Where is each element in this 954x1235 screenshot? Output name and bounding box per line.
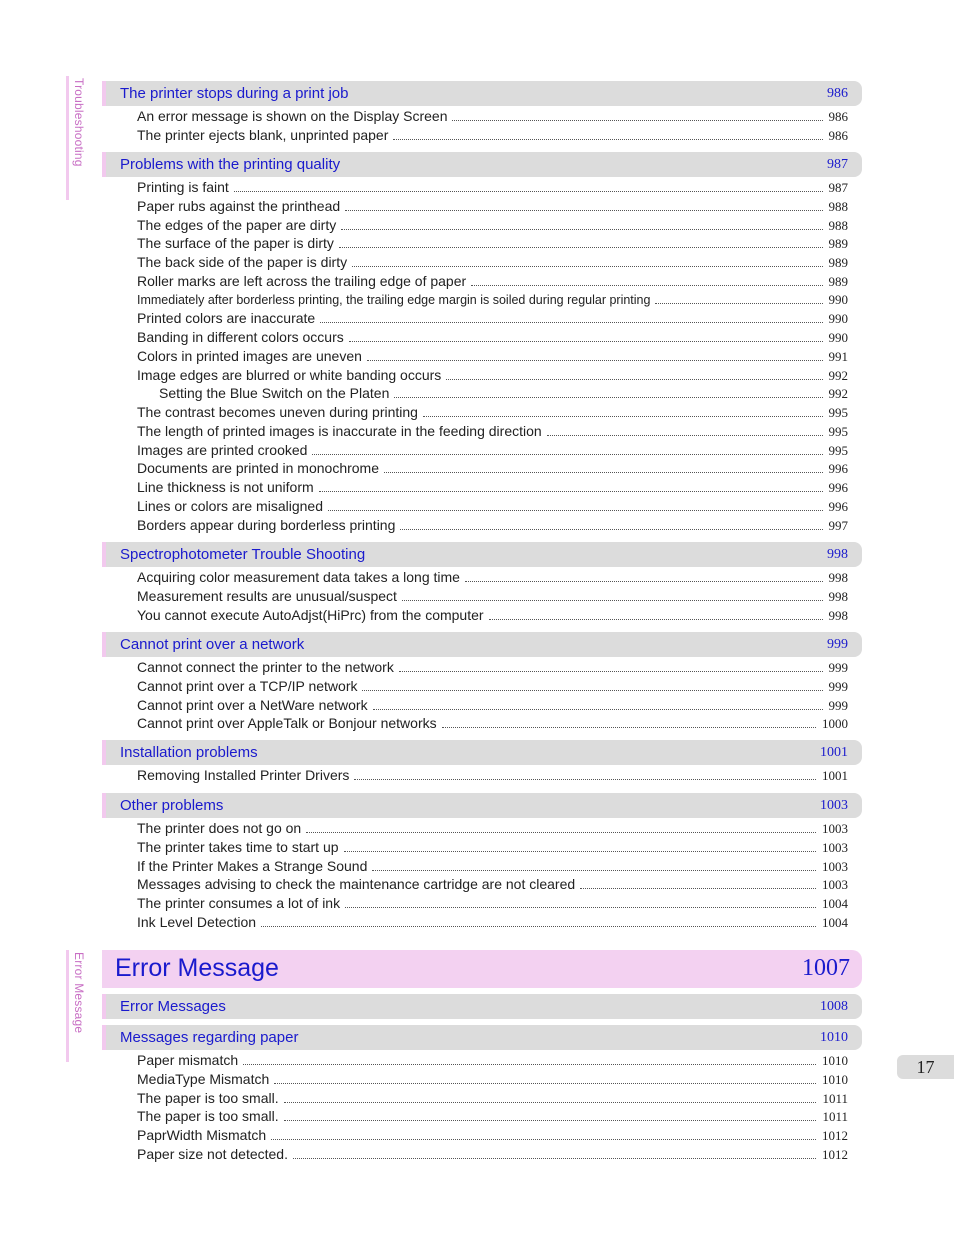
toc-entry-label[interactable]: The length of printed images is inaccurate in the feeding direction: [137, 422, 542, 439]
dot-leader: [367, 357, 823, 361]
toc-entry-label[interactable]: Cannot print over a NetWare network: [137, 696, 368, 713]
toc-entry[interactable]: [137, 715, 848, 734]
toc-entry-label[interactable]: An error message is shown on the Display Screen: [137, 108, 448, 124]
toc-entry-page: 1012: [822, 1128, 848, 1143]
toc-entry[interactable]: [137, 1146, 848, 1165]
toc-entry-page: 998: [828, 588, 848, 604]
dot-leader: [243, 1061, 816, 1065]
section-heading[interactable]: [102, 793, 862, 818]
section-page-number: 1003: [820, 798, 848, 813]
toc-entry[interactable]: [137, 1052, 848, 1071]
toc-entry[interactable]: [137, 273, 848, 292]
toc-entry-label[interactable]: Paper rubs against the printhead: [137, 197, 341, 214]
toc-entry[interactable]: [159, 385, 848, 404]
toc-entry-page: 1000: [822, 716, 848, 732]
toc-entry-label[interactable]: Printed colors are inaccurate: [137, 310, 316, 327]
section-title[interactable]: Cannot print over a network: [120, 636, 305, 653]
dot-leader: [402, 597, 823, 601]
toc-entry[interactable]: [137, 217, 848, 236]
chapter-page-number: 1007: [802, 955, 850, 981]
toc-entry-page: 989: [828, 255, 848, 270]
toc-entry[interactable]: [137, 479, 848, 498]
dot-leader: [442, 724, 816, 728]
dot-leader: [655, 300, 822, 304]
toc-entry-label[interactable]: The printer does not go on: [137, 820, 302, 836]
dot-leader: [580, 885, 816, 889]
toc-entry-label[interactable]: The paper is too small.: [137, 1108, 279, 1125]
section-title[interactable]: Problems with the printing quality: [120, 156, 341, 173]
toc-entry[interactable]: [137, 423, 848, 442]
section-page-number: 987: [827, 157, 848, 172]
section-heading[interactable]: [102, 152, 862, 177]
dot-leader: [352, 263, 822, 267]
toc-entry[interactable]: [137, 607, 848, 626]
toc-entry-page: 989: [828, 236, 848, 252]
toc-entry[interactable]: [137, 254, 848, 273]
toc-entry[interactable]: [137, 1071, 848, 1090]
toc-entry-label[interactable]: Measurement results are unusual/suspect: [137, 587, 397, 604]
page-number: 17: [897, 1055, 954, 1079]
dot-leader: [452, 117, 822, 121]
toc-entry-label[interactable]: If the Printer Makes a Strange Sound: [137, 857, 368, 874]
dot-leader: [489, 616, 823, 620]
toc-entry-page: 1003: [822, 877, 848, 893]
toc-entry-page: 987: [828, 180, 848, 195]
section-heading[interactable]: [102, 542, 862, 567]
toc-entry-page: 992: [828, 386, 848, 402]
section-page-number: 1008: [820, 999, 848, 1014]
toc-entry-page: 996: [828, 480, 848, 495]
dot-leader: [293, 1155, 816, 1159]
toc-entry[interactable]: [137, 914, 848, 933]
toc-entry[interactable]: [137, 517, 848, 536]
toc-entry[interactable]: [137, 498, 848, 517]
toc-entry-page: 1004: [822, 914, 848, 930]
toc-entry[interactable]: [137, 569, 848, 588]
side-tab-label: Troubleshooting: [72, 78, 86, 167]
section-heading[interactable]: [102, 81, 862, 106]
toc-entry-label[interactable]: Paper size not detected.: [137, 1145, 288, 1162]
side-tab-troubleshooting[interactable]: [66, 76, 91, 200]
toc-entry-label[interactable]: Immediately after borderless printing, the trailing edge margin is soiled during regular printing: [137, 292, 651, 307]
toc-entry-label[interactable]: Cannot print over a TCP/IP network: [137, 677, 358, 694]
side-tab-label: Error Message: [72, 952, 86, 1034]
toc-entry-page: 990: [828, 330, 848, 345]
dot-leader: [372, 867, 816, 871]
dot-leader: [393, 136, 822, 140]
toc-entry[interactable]: [137, 198, 848, 217]
toc-entry-label[interactable]: Cannot connect the printer to the network: [137, 659, 394, 675]
toc-entry[interactable]: [137, 1090, 848, 1109]
dot-leader: [349, 338, 823, 342]
chapter-heading[interactable]: [102, 950, 862, 988]
toc-entry[interactable]: [137, 1108, 848, 1127]
dot-leader: [400, 526, 822, 530]
dot-leader: [234, 188, 823, 192]
dot-leader: [274, 1080, 816, 1084]
toc-entry-page: 1010: [822, 1053, 848, 1068]
section-title[interactable]: Messages regarding paper: [120, 1029, 299, 1046]
toc-entry[interactable]: [137, 179, 848, 198]
toc-entry-page: 998: [828, 570, 848, 585]
toc-entry-page: 986: [828, 127, 848, 143]
toc-entry-label[interactable]: The surface of the paper is dirty: [137, 235, 334, 252]
toc-entry-page: 1011: [822, 1109, 848, 1125]
section-heading[interactable]: [102, 994, 862, 1019]
toc-entry-page: 999: [828, 697, 848, 713]
toc-entry-label[interactable]: Line thickness is not uniform: [137, 479, 314, 495]
toc-entry-page: 991: [828, 348, 848, 364]
toc-entry-page: 1004: [822, 896, 848, 911]
toc-entry[interactable]: [137, 697, 848, 716]
toc-entry-label[interactable]: Roller marks are left across the trailing edge of paper: [137, 272, 467, 289]
toc-entry[interactable]: [137, 1127, 848, 1146]
toc-entry-label[interactable]: MediaType Mismatch: [137, 1070, 270, 1087]
toc-entry-label[interactable]: Colors in printed images are uneven: [137, 347, 362, 364]
toc-entry-label[interactable]: Cannot print over AppleTalk or Bonjour networks: [137, 715, 437, 732]
toc-entry[interactable]: [137, 767, 848, 786]
toc-entry-label[interactable]: You cannot execute AutoAdjst(HiPrc) from the computer: [137, 606, 484, 623]
toc-entry-label[interactable]: Banding in different colors occurs: [137, 329, 344, 345]
section-page-number: 999: [827, 637, 848, 652]
dot-leader: [341, 226, 822, 230]
toc-entry-page: 990: [828, 311, 848, 327]
dot-leader: [271, 1136, 816, 1140]
toc-entry-label[interactable]: Acquiring color measurement data takes a long time: [137, 569, 460, 585]
toc-entry-label[interactable]: The edges of the paper are dirty: [137, 216, 337, 233]
section-page-number: 1010: [820, 1030, 848, 1045]
toc-entry-label[interactable]: The printer takes time to start up: [137, 838, 339, 855]
toc-entry[interactable]: [137, 292, 848, 311]
dot-leader: [312, 451, 822, 455]
toc-entry[interactable]: [137, 659, 848, 678]
toc-entry[interactable]: [137, 404, 848, 423]
toc-entry[interactable]: [137, 820, 848, 839]
toc-entry-label[interactable]: PaprWidth Mismatch: [137, 1127, 267, 1143]
section-title[interactable]: Installation problems: [120, 744, 258, 761]
dot-leader: [354, 776, 816, 780]
toc-entry-page: 1001: [822, 768, 848, 783]
section-title[interactable]: Other problems: [120, 797, 224, 814]
dot-leader: [344, 848, 816, 852]
dot-leader: [306, 829, 816, 833]
toc-entry-page: 995: [828, 442, 848, 458]
section-page-number: 1001: [820, 745, 848, 760]
toc-entry-page: 1003: [822, 839, 848, 855]
toc-entry-page: 992: [828, 367, 848, 383]
toc-entry-label[interactable]: Ink Level Detection: [137, 913, 257, 930]
toc-entry-page: 989: [828, 273, 848, 289]
dot-leader: [339, 244, 823, 248]
toc-entry-label[interactable]: Image edges are blurred or white banding occurs: [137, 366, 442, 383]
section-heading[interactable]: [102, 1025, 862, 1050]
toc-entry-page: 996: [828, 461, 848, 477]
side-tab-error-message[interactable]: [66, 950, 91, 1062]
toc-entry[interactable]: [137, 329, 848, 348]
toc-entry-label[interactable]: The printer ejects blank, unprinted paper: [137, 126, 389, 143]
dot-leader: [373, 706, 823, 710]
toc-entry-page: 1012: [822, 1146, 848, 1162]
toc-entry-label[interactable]: Paper mismatch: [137, 1052, 239, 1068]
dot-leader: [547, 432, 823, 436]
toc-entry[interactable]: [137, 839, 848, 858]
toc-entry-page: 1003: [822, 858, 848, 874]
dot-leader: [384, 469, 822, 473]
section-title[interactable]: Spectrophotometer Trouble Shooting: [120, 546, 366, 563]
toc-entry-page: 990: [828, 291, 848, 307]
dot-leader: [319, 488, 823, 492]
toc-entry-label[interactable]: Printing is faint: [137, 179, 229, 195]
toc-entry-label[interactable]: The printer consumes a lot of ink: [137, 895, 341, 911]
toc-entry-label[interactable]: The back side of the paper is dirty: [137, 254, 348, 270]
toc-entry-label[interactable]: The contrast becomes uneven during printing: [137, 404, 418, 420]
toc-entry[interactable]: [137, 348, 848, 367]
toc-entry-label[interactable]: Messages advising to check the maintenance cartridge are not cleared: [137, 876, 576, 893]
section-page-number: 986: [827, 86, 848, 101]
toc-entry[interactable]: [137, 108, 848, 127]
toc-entry-page: 998: [828, 607, 848, 623]
section-heading[interactable]: [102, 740, 862, 765]
toc-entry-page: 988: [828, 217, 848, 233]
toc-entry-page: 999: [828, 660, 848, 675]
dot-leader: [284, 1099, 817, 1103]
toc-entry-label[interactable]: Documents are printed in monochrome: [137, 460, 380, 477]
toc-entry-page: 997: [828, 517, 848, 533]
section-title[interactable]: Error Messages: [120, 998, 226, 1015]
toc-entry-page: 988: [828, 198, 848, 214]
toc-entry[interactable]: [137, 588, 848, 607]
toc-entry[interactable]: [137, 678, 848, 697]
toc-entry[interactable]: [137, 442, 848, 461]
toc-entry-page: 995: [828, 405, 848, 420]
dot-leader: [345, 207, 822, 211]
chapter-title[interactable]: Error Message: [115, 954, 279, 982]
toc-entry-label[interactable]: Borders appear during borderless printing: [137, 516, 396, 533]
dot-leader: [261, 923, 816, 927]
toc-entry[interactable]: [137, 460, 848, 479]
toc-entry-page: 996: [828, 498, 848, 514]
toc-entry[interactable]: [137, 310, 848, 329]
toc-entry-page: 995: [828, 423, 848, 439]
section-heading[interactable]: [102, 632, 862, 657]
dot-leader: [471, 282, 822, 286]
toc-entry-page: 1010: [822, 1071, 848, 1087]
toc-entry-page: 999: [828, 678, 848, 694]
toc-entry-label[interactable]: Removing Installed Printer Drivers: [137, 767, 350, 783]
toc-entry[interactable]: [137, 876, 848, 895]
dot-leader: [399, 668, 823, 672]
toc-entry-label[interactable]: Lines or colors are misaligned: [137, 497, 323, 514]
dot-leader: [362, 687, 822, 691]
section-title[interactable]: The printer stops during a print job: [120, 85, 349, 102]
toc-entry-page: 986: [828, 109, 848, 124]
toc-entry[interactable]: [137, 858, 848, 877]
toc-entry[interactable]: [137, 127, 848, 146]
toc-entry-label[interactable]: The paper is too small.: [137, 1089, 279, 1106]
dot-leader: [284, 1117, 817, 1121]
dot-leader: [328, 507, 823, 511]
toc-entry[interactable]: [137, 367, 848, 386]
dot-leader: [446, 376, 822, 380]
dot-leader: [423, 413, 823, 417]
toc-entry-label[interactable]: Images are printed crooked: [137, 441, 308, 458]
toc-entry-page: 1011: [822, 1090, 848, 1106]
dot-leader: [465, 578, 823, 582]
toc-entry-label[interactable]: Setting the Blue Switch on the Platen: [159, 385, 390, 402]
dot-leader: [394, 394, 822, 398]
toc-entry-page: 1003: [822, 821, 848, 836]
dot-leader: [320, 319, 822, 323]
section-page-number: 998: [827, 547, 848, 562]
dot-leader: [345, 904, 816, 908]
toc-entry[interactable]: [137, 235, 848, 254]
toc-entry[interactable]: [137, 895, 848, 914]
